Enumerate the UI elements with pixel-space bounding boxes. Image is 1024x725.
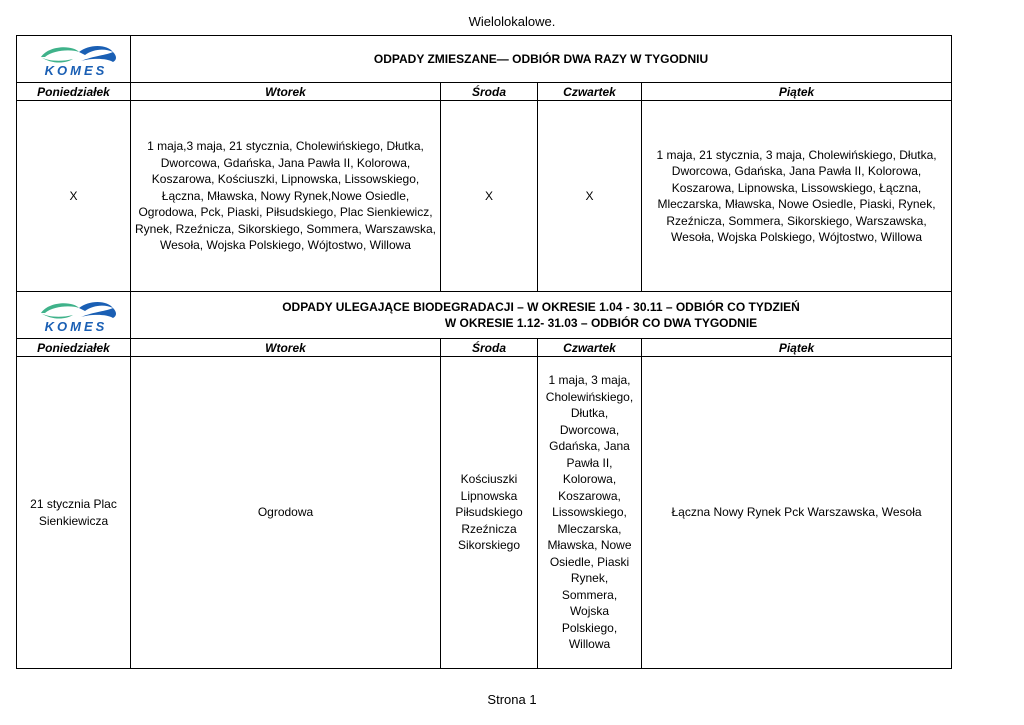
bio-waste-title bbox=[131, 292, 952, 339]
komes-logo bbox=[21, 40, 131, 78]
bio-waste-streets-row bbox=[17, 357, 952, 669]
day-header-wednesday: Środa bbox=[441, 83, 538, 101]
day-header-monday: Poniedziałek bbox=[17, 339, 131, 357]
svg-text:KOMES: KOMES bbox=[44, 63, 108, 78]
bio-tuesday-cell: Ogrodowa bbox=[131, 357, 441, 669]
komes-logo-cell bbox=[17, 36, 131, 83]
bio-waste-title-line1: ODPADY ULEGAJĄCE BIODEGRADACJI – W OKRESIE 1.04 - 30.11 – ODBIÓR CO TYDZIEŃ bbox=[282, 299, 800, 314]
mixed-waste-title: ODPADY ZMIESZANE— ODBIÓR DWA RAZY W TYGODNIU bbox=[131, 36, 952, 83]
bio-waste-title-line2: W OKRESIE 1.12- 31.03 – ODBIÓR CO DWA TYGODNIE bbox=[444, 316, 758, 330]
day-header-tuesday: Wtorek bbox=[131, 83, 441, 101]
bio-monday-cell: 21 stycznia Plac Sienkiewicza bbox=[17, 357, 131, 669]
day-header-tuesday: Wtorek bbox=[131, 339, 441, 357]
mixed-wednesday-cell: X bbox=[441, 101, 538, 292]
mixed-waste-title-row bbox=[17, 36, 952, 83]
komes-logo bbox=[21, 296, 131, 334]
mixed-waste-day-header-row bbox=[17, 83, 952, 101]
komes-logo-cell bbox=[17, 292, 131, 339]
day-header-monday: Poniedziałek bbox=[17, 83, 131, 101]
bio-wednesday-cell: Kościuszki Lipnowska Piłsudskiego Rzeźnicza Sikorskiego bbox=[441, 357, 538, 669]
bio-waste-day-header-row bbox=[17, 339, 952, 357]
page-number: Strona 1 bbox=[487, 692, 537, 707]
day-header-friday: Piątek bbox=[642, 83, 952, 101]
mixed-thursday-cell: X bbox=[538, 101, 642, 292]
bio-thursday-cell: 1 maja, 3 maja, Cholewińskiego, Dłutka, Dworcowa, Gdańska, Jana Pawła II, Kolorowa, Koszarowa, Lissowskiego, Mleczarska, Mławska, Nowe Osiedle, Piaski Rynek, Sommera, Wojska Polskiego, Willowa bbox=[538, 357, 642, 669]
day-header-wednesday: Środa bbox=[441, 339, 538, 357]
mixed-waste-streets-row bbox=[17, 101, 952, 292]
svg-text:KOMES: KOMES bbox=[44, 319, 108, 334]
day-header-friday: Piątek bbox=[642, 339, 952, 357]
day-header-thursday: Czwartek bbox=[538, 339, 642, 357]
page-title: Wielolokalowe. bbox=[468, 14, 556, 29]
mixed-monday-cell: X bbox=[17, 101, 131, 292]
mixed-friday-cell: 1 maja, 21 stycznia, 3 maja, Cholewińskiego, Dłutka, Dworcowa, Gdańska, Jana Pawła II, Kolorowa, Koszarowa, Lipnowska, Lissowskiego, Łączna, Mleczarska, Mławska, Nowe Osiedle, Piaski, Rynek, Rzeźnicza, Sommera, Sikorskiego, Warszawska, Wesoła, Wojska Polskiego, Wójtostwo, Willowa bbox=[642, 101, 952, 292]
bio-friday-cell: Łączna Nowy Rynek Pck Warszawska, Wesoła bbox=[642, 357, 952, 669]
waste-schedule-table bbox=[16, 35, 952, 669]
mixed-tuesday-cell: 1 maja,3 maja, 21 stycznia, Cholewińskiego, Dłutka, Dworcowa, Gdańska, Jana Pawła II, Kolorowa, Koszarowa, Kościuszki, Lipnowska, Lissowskiego, Łączna, Mławska, Nowy Rynek,Nowe Osiedle, Ogrodowa, Pck, Piaski, Piłsudskiego, Plac Sienkiewicz, Rynek, Rzeźnicza, Sikorskiego, Sommera, Warszawska, Wesoła, Wojska Polskiego, Wójtostwo, Willowa bbox=[131, 101, 441, 292]
bio-waste-title-row bbox=[17, 292, 952, 339]
day-header-thursday: Czwartek bbox=[538, 83, 642, 101]
